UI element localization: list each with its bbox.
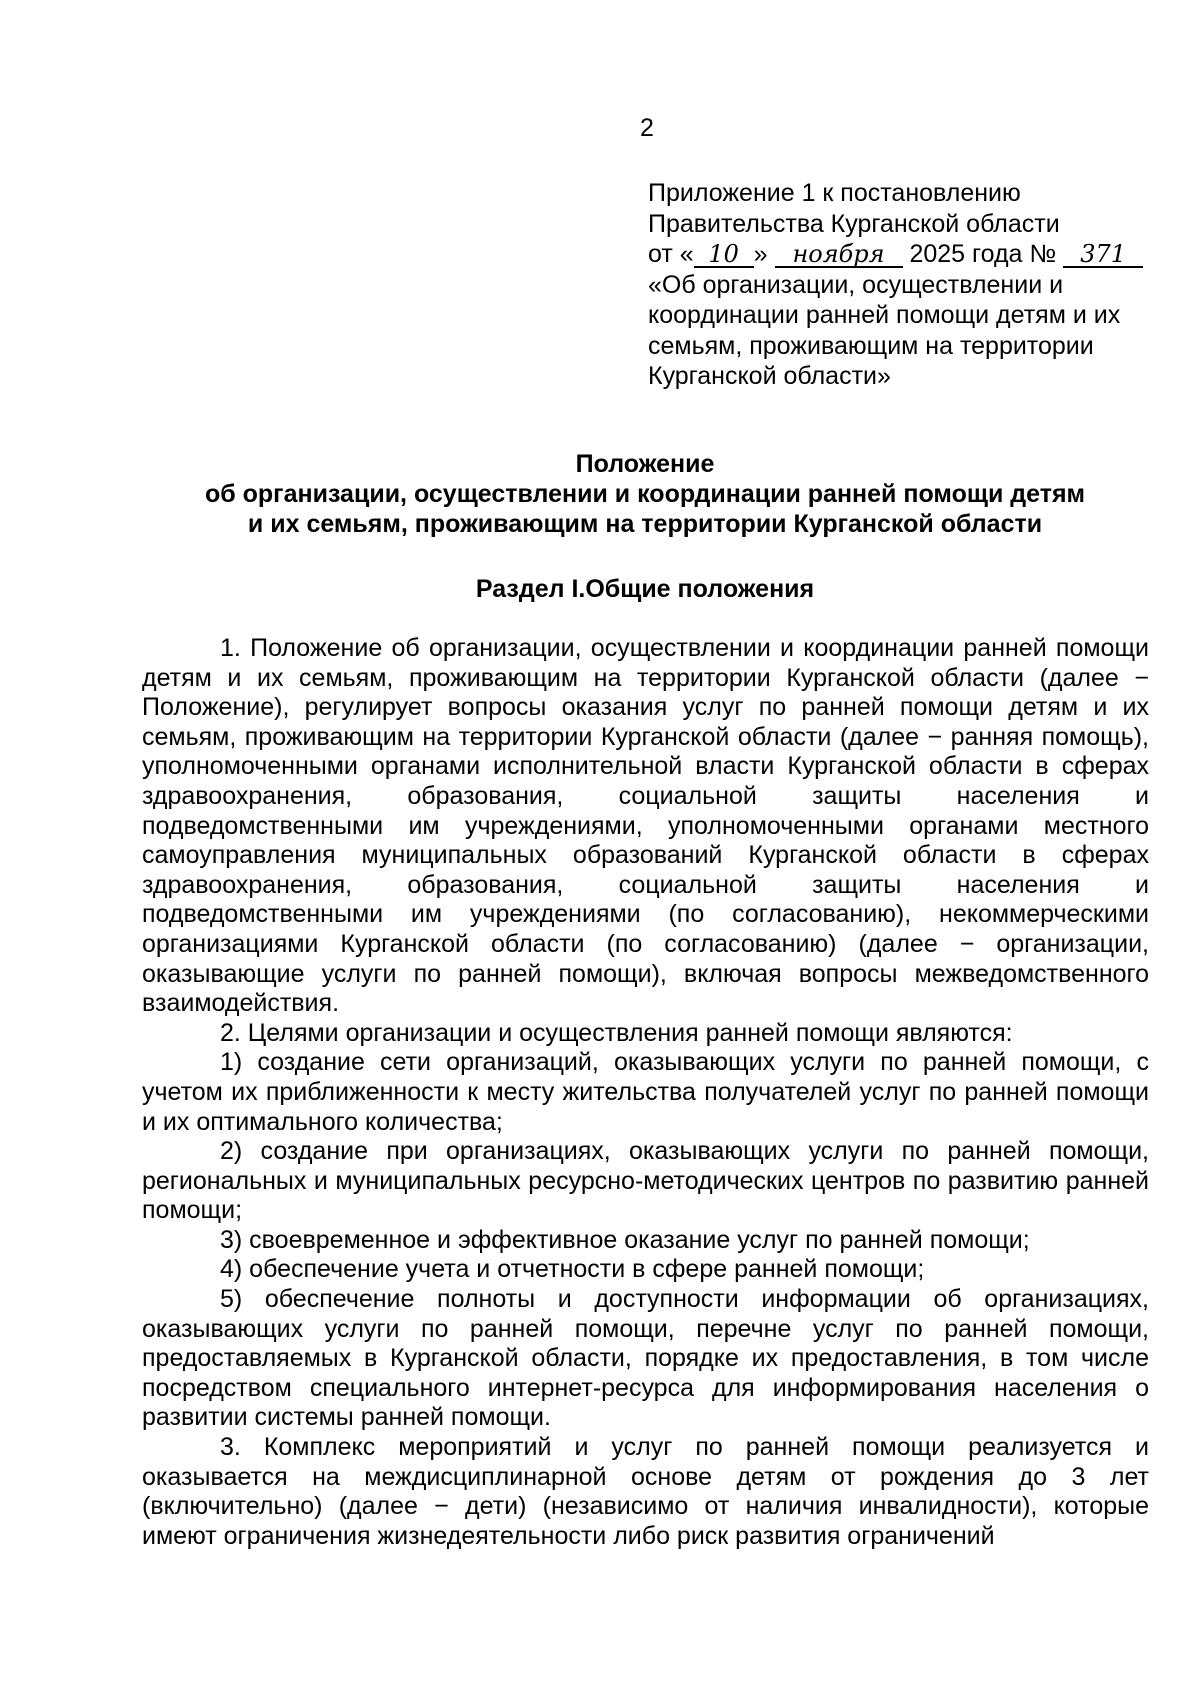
annex-quote-1: «Об организации, осуществлении и	[648, 270, 1064, 299]
handwritten-day: 10	[694, 242, 754, 268]
paragraph-1: 1. Положение об организации, осуществлении и координации ранней помощи детям и их семьям, проживающим на территории Курганской области (далее − Положение), регулирует вопросы оказания услуг по ранней помощи детям и их семьям, проживающим на территории Курганской области (далее − ранняя помощь), уполномоченными органами исполнительной власти Курганской области в сферах здравоохранения, образования, социальной защиты населения и подведомственными им учреждениями, уполномоченными органами местного самоуправления муниципальных образований Курганской области в сферах здравоохранения, образования, социальной защиты населения и подведомственными им учреждениями (по согласованию), некоммерческими организациями Курганской области (по согласованию) (далее − организации, оказывающие услуги по ранней помощи), включая вопросы межведомственного взаимодействия.	[142, 634, 1149, 1018]
section-heading: Раздел I.Общие положения	[475, 575, 815, 603]
title-line-1: Положение	[575, 450, 715, 478]
annex-header	[648, 178, 1148, 392]
title-line-2: об организации, осуществлении и координации ранней помощи детям	[204, 480, 1086, 508]
annex-date-line	[648, 239, 1148, 270]
annex-quote-4: Курганской области»	[648, 362, 891, 390]
body-text	[142, 634, 1149, 1551]
paragraph-2-item-1: 1) создание сети организаций, оказывающих услуги по ранней помощи, с учетом их приближенности к месту жительства получателей услуг по ранней помощи и их оптимального количества;	[142, 1048, 1149, 1136]
annex-line-1: Приложение 1 к постановлению	[648, 179, 1021, 207]
date-prefix: от «	[648, 240, 694, 268]
date-suffix: 2025 года №	[909, 240, 1057, 268]
handwritten-doc-number: 371	[1063, 242, 1143, 268]
paragraph-2-item-4: 4) обеспечение учета и отчетности в сфере ранней помощи;	[220, 1255, 925, 1284]
annex-line-2: Правительства Курганской области	[648, 209, 1060, 238]
date-mid: »	[753, 240, 768, 268]
paragraph-3: 3. Комплекс мероприятий и услуг по ранней помощи реализуется и оказывается на междисциплинарной основе детям от рождения до 3 лет (включительно) (далее − дети) (независимо от наличия инвалидности), которые имеют ограничения жизнедеятельности либо риск развития ограничений	[142, 1433, 1149, 1550]
paragraph-2: 2. Целями организации и осуществления ранней помощи являются:	[220, 1018, 1013, 1047]
annex-quote-2: координации ранней помощи детям и их	[648, 301, 1121, 329]
handwritten-month: ноября	[775, 242, 903, 268]
paragraph-2-item-3: 3) своевременное и эффективное оказание услуг по ранней помощи;	[220, 1225, 1030, 1254]
paragraph-2-item-5: 5) обеспечение полноты и доступности информации об организациях, оказывающих услуги по ранней помощи, перечне услуг по ранней помощи, предоставляемых в Курганской области, порядке их предоставления, в том числе посредством специального интернет-ресурса для информирования населения о развитии системы ранней помощи.	[142, 1285, 1149, 1432]
paragraph-2-item-2: 2) создание при организациях, оказывающих услуги по ранней помощи, региональных и муниципальных ресурсно-методических центров по развитию ранней помощи;	[142, 1137, 1149, 1225]
annex-quote-3: семьям, проживающим на территории	[648, 331, 1094, 360]
title-line-3: и их семьям, проживающим на территории Курганской области	[247, 510, 1043, 538]
document-title	[140, 449, 1150, 539]
page-number: 2	[640, 114, 654, 142]
